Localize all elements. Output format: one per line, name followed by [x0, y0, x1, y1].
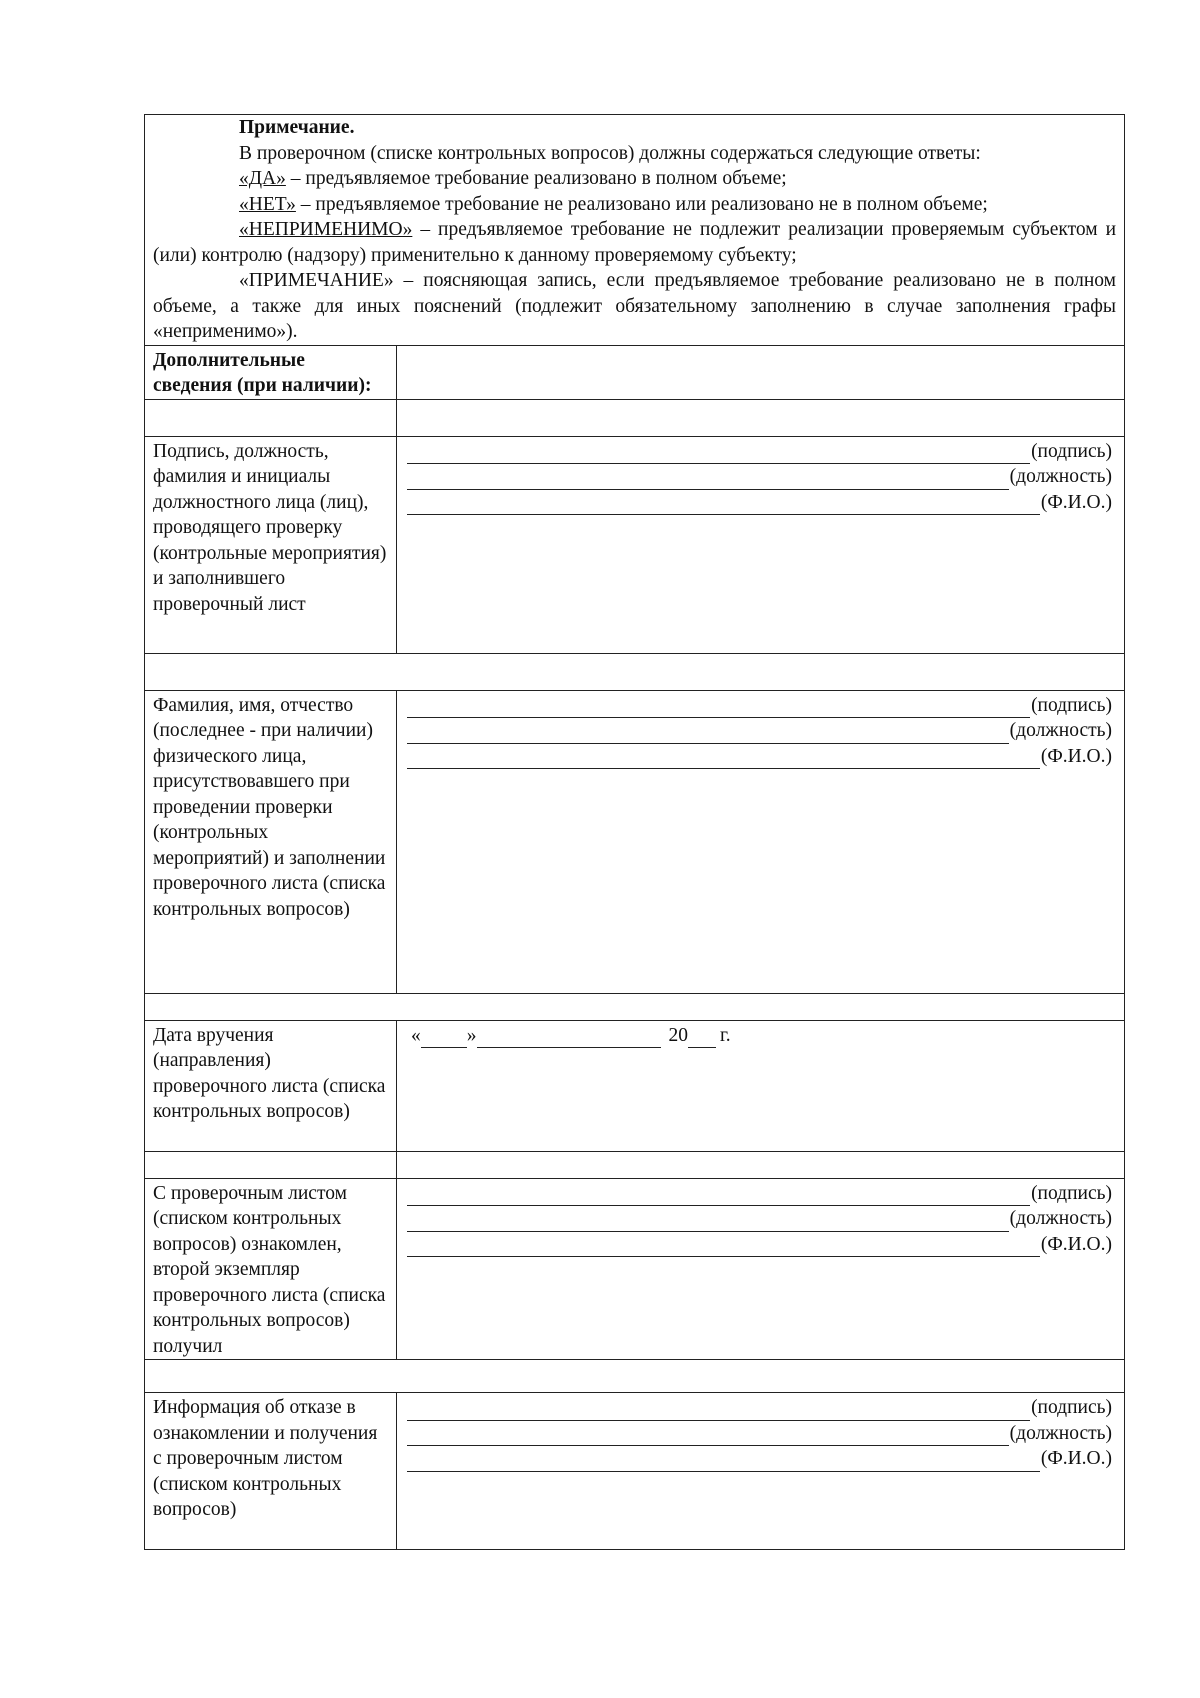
spacer-cell	[145, 993, 1125, 1020]
position-caption: (должность)	[1009, 1422, 1113, 1444]
blank-line[interactable]	[407, 1211, 1009, 1232]
note-remark: «ПРИМЕЧАНИЕ» – поясняющая запись, если предъявляемое требование реализовано не в полном объеме, а также для иных пояснений (подлежит обязательному заполнению в случае заполнения графы «неприменимо»).	[153, 270, 1117, 342]
spacer-row	[145, 399, 1125, 436]
signature-line[interactable]	[407, 1181, 1112, 1207]
name-caption: (Ф.И.О.)	[1040, 745, 1113, 767]
acknowledged-signature-block	[397, 1178, 1125, 1360]
name-caption: (Ф.И.О.)	[1040, 1448, 1113, 1469]
position-line[interactable]	[407, 464, 1112, 490]
blank-line[interactable]	[407, 723, 1009, 744]
note-item-no	[153, 192, 1116, 218]
position-line[interactable]	[407, 718, 1112, 744]
spacer-row	[145, 993, 1125, 1020]
signature-line[interactable]	[407, 693, 1112, 719]
note-row	[145, 115, 1125, 346]
blank-line[interactable]	[407, 1185, 1030, 1206]
name-line[interactable]	[407, 744, 1112, 770]
blank-line[interactable]	[407, 1236, 1040, 1257]
note-intro: В проверочном (списке контрольных вопросов) должны содержаться следующие ответы:	[239, 142, 981, 164]
year-prefix: 20	[668, 1024, 688, 1046]
spacer-cell	[397, 1151, 1125, 1178]
name-line[interactable]	[407, 1232, 1112, 1258]
blank-line[interactable]	[407, 443, 1030, 464]
note-cell	[145, 115, 1125, 346]
acknowledged-label: С проверочным листом (списком контрольных вопросов) ознакомлен, второй экземпляр проверочного листа (списка контрольных вопросов) получил	[145, 1178, 397, 1360]
spacer-row	[145, 1360, 1125, 1393]
signature-caption: (подпись)	[1031, 1397, 1113, 1418]
position-line[interactable]	[407, 1206, 1112, 1232]
additional-row	[145, 345, 1125, 399]
day-blank[interactable]	[421, 1027, 467, 1048]
note-item-no-text: – предъявляемое требование не реализовано или реализовано не в полном объеме;	[295, 193, 988, 215]
close-quote: »	[466, 1024, 477, 1046]
inspector-signature-block	[397, 436, 1125, 653]
blank-line[interactable]	[407, 748, 1040, 769]
blank-line[interactable]	[407, 697, 1030, 718]
name-caption: (Ф.И.О.)	[1040, 1233, 1113, 1255]
note-item-yes-text: – предъявляемое требование реализовано в полном объеме;	[285, 168, 787, 189]
position-caption: (должность)	[1009, 720, 1113, 741]
delivery-date-row	[145, 1020, 1125, 1151]
signature-caption: (подпись)	[1031, 1182, 1113, 1204]
refusal-signature-block	[397, 1393, 1125, 1550]
year-blank[interactable]	[688, 1027, 716, 1048]
month-blank[interactable]	[477, 1027, 661, 1048]
blank-line[interactable]	[407, 1425, 1009, 1446]
position-line[interactable]	[407, 1421, 1112, 1447]
spacer-cell	[145, 1151, 397, 1178]
inspector-label: Подпись, должность, фамилия и инициалы должностного лица (лиц), проводящего проверку (контрольные мероприятия) и заполнившего проверочный лист	[145, 436, 397, 653]
additional-label: Дополнительные сведения (при наличии):	[145, 345, 397, 399]
present-person-signature-block	[397, 690, 1125, 993]
blank-line[interactable]	[407, 1400, 1030, 1421]
signature-line[interactable]	[407, 439, 1112, 465]
name-line[interactable]	[407, 490, 1112, 516]
spacer-cell	[145, 1360, 1125, 1393]
inspector-row	[145, 436, 1125, 653]
date-input-line[interactable]	[407, 1023, 1112, 1049]
term-na: «НЕПРИМЕНИМО»	[239, 219, 413, 240]
position-caption: (должность)	[1009, 466, 1113, 487]
additional-value[interactable]	[397, 345, 1125, 399]
checklist-page	[144, 114, 1124, 1550]
spacer-cell	[145, 653, 1125, 690]
name-line[interactable]	[407, 1446, 1112, 1472]
note-item-yes	[153, 166, 1116, 192]
present-person-row	[145, 690, 1125, 993]
blank-line[interactable]	[407, 1451, 1040, 1472]
term-no: «НЕТ»	[239, 193, 296, 215]
delivery-date-field	[397, 1020, 1125, 1151]
term-yes: «ДА»	[239, 168, 286, 189]
acknowledged-row	[145, 1178, 1125, 1360]
spacer-row	[145, 653, 1125, 690]
note-title: Примечание.	[239, 117, 355, 138]
spacer-cell	[145, 399, 397, 436]
note-item-na	[153, 217, 1116, 268]
name-caption: (Ф.И.О.)	[1040, 491, 1113, 513]
checklist-form-table	[144, 114, 1125, 1550]
present-person-label: Фамилия, имя, отчество (последнее - при наличии) физического лица, присутствовавшего при проведении проверки (контрольных мероприятий) и заполнении проверочного листа (списка контрольных вопросов)	[145, 690, 397, 993]
year-suffix: г.	[720, 1024, 731, 1046]
open-quote: «	[411, 1024, 421, 1046]
delivery-date-label: Дата вручения (направления) проверочного листа (списка контрольных вопросов)	[145, 1020, 397, 1151]
blank-line[interactable]	[407, 469, 1009, 490]
blank-line[interactable]	[407, 494, 1040, 515]
refusal-label: Информация об отказе в ознакомлении и получения с проверочным листом (списком контрольных вопросов)	[145, 1393, 397, 1550]
position-caption: (должность)	[1009, 1208, 1113, 1229]
signature-line[interactable]	[407, 1395, 1112, 1421]
spacer-row	[145, 1151, 1125, 1178]
signature-caption: (подпись)	[1031, 694, 1113, 716]
spacer-cell	[397, 399, 1125, 436]
refusal-row	[145, 1393, 1125, 1550]
signature-caption: (подпись)	[1031, 440, 1113, 462]
note-item-na-text: – предъявляемое требование не подлежит реализации проверяемым субъектом и (или) контролю (надзору) применительно к данному проверяемому субъекту;	[153, 219, 1117, 266]
